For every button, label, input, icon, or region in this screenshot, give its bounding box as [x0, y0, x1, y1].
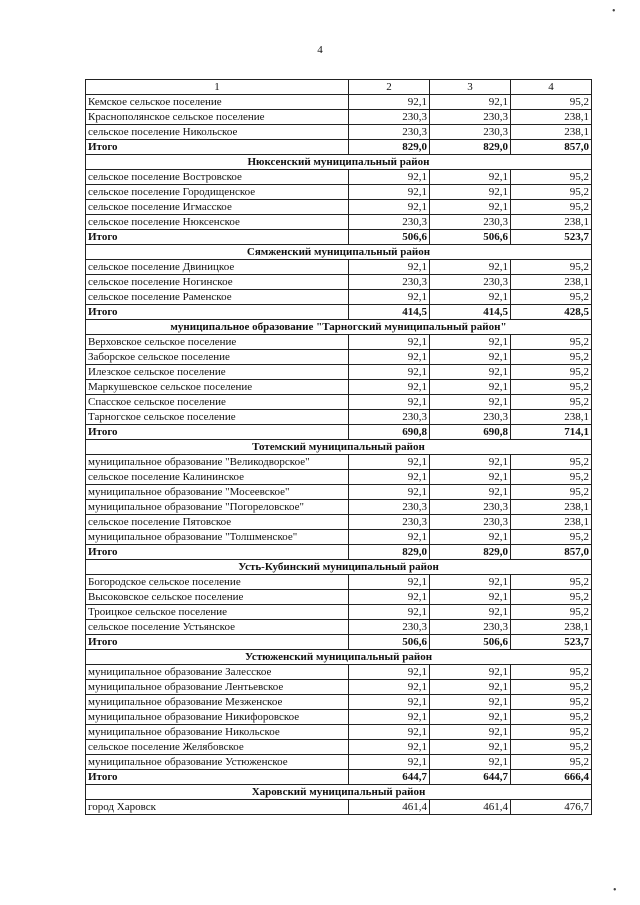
value-cell-col4: 523,7	[511, 635, 592, 650]
settlement-name: город Харовск	[86, 800, 349, 815]
value-cell-col4: 238,1	[511, 620, 592, 635]
table-row	[86, 260, 592, 275]
scan-mark-top: •	[612, 6, 616, 17]
settlement-name: муниципальное образование "Мосеевское"	[86, 485, 349, 500]
settlement-name: муниципальное образование Никольское	[86, 725, 349, 740]
value-cell-col4: 95,2	[511, 485, 592, 500]
value-cell-col4: 238,1	[511, 125, 592, 140]
settlement-name: Высоковское сельское поселение	[86, 590, 349, 605]
district-header-row	[86, 785, 592, 800]
value-cell-col4: 95,2	[511, 665, 592, 680]
value-cell-col3: 92,1	[430, 335, 511, 350]
page-number: 4	[317, 44, 323, 56]
value-cell-col4: 95,2	[511, 335, 592, 350]
value-cell-col3: 92,1	[430, 530, 511, 545]
value-cell-col2: 92,1	[349, 485, 430, 500]
value-cell-col3: 92,1	[430, 95, 511, 110]
value-cell-col2: 230,3	[349, 410, 430, 425]
table-row	[86, 710, 592, 725]
table-row	[86, 500, 592, 515]
value-cell-col4: 95,2	[511, 470, 592, 485]
settlement-name: Маркушевское сельское поселение	[86, 380, 349, 395]
table-row	[86, 365, 592, 380]
value-cell-col4: 95,2	[511, 680, 592, 695]
value-cell-col3: 92,1	[430, 365, 511, 380]
settlement-name: Богородское сельское поселение	[86, 575, 349, 590]
value-cell-col3: 92,1	[430, 740, 511, 755]
value-cell-col3: 829,0	[430, 140, 511, 155]
value-cell-col3: 414,5	[430, 305, 511, 320]
value-cell-col2: 92,1	[349, 740, 430, 755]
value-cell-col2: 92,1	[349, 710, 430, 725]
value-cell-col3: 644,7	[430, 770, 511, 785]
value-cell-col4: 238,1	[511, 500, 592, 515]
value-cell-col4: 714,1	[511, 425, 592, 440]
settlement-name: муниципальное образование Лентьевское	[86, 680, 349, 695]
table-row	[86, 95, 592, 110]
table-row	[86, 185, 592, 200]
value-cell-col4: 95,2	[511, 740, 592, 755]
settlement-name: Спасское сельское поселение	[86, 395, 349, 410]
district-header-row	[86, 560, 592, 575]
value-cell-col3: 230,3	[430, 620, 511, 635]
table-row	[86, 200, 592, 215]
table-row	[86, 335, 592, 350]
total-label: Итого	[86, 140, 349, 155]
value-cell-col2: 506,6	[349, 635, 430, 650]
district-name: Харовский муниципальный район	[86, 785, 592, 800]
value-cell-col3: 230,3	[430, 515, 511, 530]
settlement-name: Заборское сельское поселение	[86, 350, 349, 365]
value-cell-col3: 92,1	[430, 605, 511, 620]
total-row	[86, 425, 592, 440]
district-header-row	[86, 245, 592, 260]
settlement-name: сельское поселение Раменское	[86, 290, 349, 305]
value-cell-col3: 92,1	[430, 665, 511, 680]
value-cell-col4: 95,2	[511, 710, 592, 725]
table-header-row	[86, 80, 592, 95]
district-name: Сямженский муниципальный район	[86, 245, 592, 260]
settlement-name: муниципальное образование "Погореловское"	[86, 500, 349, 515]
table-body	[86, 80, 592, 815]
value-cell-col3: 92,1	[430, 260, 511, 275]
value-cell-col2: 92,1	[349, 470, 430, 485]
value-cell-col3: 230,3	[430, 275, 511, 290]
value-cell-col3: 92,1	[430, 695, 511, 710]
table-row	[86, 590, 592, 605]
total-row	[86, 140, 592, 155]
value-cell-col4: 95,2	[511, 590, 592, 605]
value-cell-col4: 238,1	[511, 410, 592, 425]
settlement-name: сельское поселение Востровское	[86, 170, 349, 185]
value-cell-col3: 92,1	[430, 590, 511, 605]
value-cell-col2: 92,1	[349, 395, 430, 410]
settlement-name: муниципальное образование "Толшменское"	[86, 530, 349, 545]
value-cell-col2: 92,1	[349, 350, 430, 365]
value-cell-col2: 829,0	[349, 545, 430, 560]
value-cell-col2: 829,0	[349, 140, 430, 155]
district-header-row	[86, 155, 592, 170]
value-cell-col2: 92,1	[349, 455, 430, 470]
scan-mark-bottom: •	[613, 885, 617, 896]
settlement-name: Верховское сельское поселение	[86, 335, 349, 350]
value-cell-col2: 92,1	[349, 95, 430, 110]
value-cell-col2: 92,1	[349, 530, 430, 545]
value-cell-col3: 230,3	[430, 125, 511, 140]
table-row	[86, 380, 592, 395]
table-row	[86, 215, 592, 230]
table-row	[86, 110, 592, 125]
value-cell-col4: 95,2	[511, 95, 592, 110]
total-row	[86, 230, 592, 245]
value-cell-col3: 92,1	[430, 725, 511, 740]
table-row	[86, 275, 592, 290]
settlement-name: муниципальное образование Мезженское	[86, 695, 349, 710]
settlement-name: сельское поселение Двиницкое	[86, 260, 349, 275]
district-header-row	[86, 650, 592, 665]
district-header-row	[86, 440, 592, 455]
allocation-table	[85, 79, 592, 815]
value-cell-col4: 476,7	[511, 800, 592, 815]
value-cell-col3: 92,1	[430, 395, 511, 410]
district-header-row	[86, 320, 592, 335]
value-cell-col3: 92,1	[430, 485, 511, 500]
district-name: Устюженский муниципальный район	[86, 650, 592, 665]
value-cell-col3: 92,1	[430, 755, 511, 770]
value-cell-col2: 414,5	[349, 305, 430, 320]
table-row	[86, 290, 592, 305]
total-label: Итого	[86, 305, 349, 320]
table-row	[86, 755, 592, 770]
value-cell-col3: 92,1	[430, 380, 511, 395]
value-cell-col2: 92,1	[349, 665, 430, 680]
value-cell-col4: 95,2	[511, 380, 592, 395]
value-cell-col2: 92,1	[349, 185, 430, 200]
value-cell-col2: 92,1	[349, 680, 430, 695]
value-cell-col2: 461,4	[349, 800, 430, 815]
value-cell-col2: 92,1	[349, 260, 430, 275]
district-name: Усть-Кубинский муниципальный район	[86, 560, 592, 575]
value-cell-col2: 92,1	[349, 755, 430, 770]
value-cell-col4: 95,2	[511, 260, 592, 275]
settlement-name: сельское поселение Желябовское	[86, 740, 349, 755]
value-cell-col2: 92,1	[349, 590, 430, 605]
value-cell-col3: 92,1	[430, 710, 511, 725]
table-row	[86, 575, 592, 590]
value-cell-col4: 95,2	[511, 755, 592, 770]
table-row	[86, 395, 592, 410]
value-cell-col3: 506,6	[430, 230, 511, 245]
settlement-name: Краснополянское сельское поселение	[86, 110, 349, 125]
settlement-name: Илезское сельское поселение	[86, 365, 349, 380]
table-row	[86, 680, 592, 695]
settlement-name: сельское поселение Пятовское	[86, 515, 349, 530]
value-cell-col3: 230,3	[430, 110, 511, 125]
value-cell-col4: 95,2	[511, 200, 592, 215]
value-cell-col4: 95,2	[511, 395, 592, 410]
value-cell-col3: 92,1	[430, 680, 511, 695]
total-row	[86, 635, 592, 650]
value-cell-col3: 829,0	[430, 545, 511, 560]
value-cell-col2: 230,3	[349, 500, 430, 515]
value-cell-col3: 92,1	[430, 470, 511, 485]
settlement-name: муниципальное образование Устюженское	[86, 755, 349, 770]
settlement-name: муниципальное образование "Великодворское"	[86, 455, 349, 470]
settlement-name: муниципальное образование Залесское	[86, 665, 349, 680]
value-cell-col2: 230,3	[349, 515, 430, 530]
table-row	[86, 725, 592, 740]
value-cell-col4: 95,2	[511, 350, 592, 365]
value-cell-col4: 95,2	[511, 695, 592, 710]
value-cell-col4: 95,2	[511, 575, 592, 590]
value-cell-col2: 644,7	[349, 770, 430, 785]
table-row	[86, 350, 592, 365]
value-cell-col3: 92,1	[430, 350, 511, 365]
table-row	[86, 410, 592, 425]
value-cell-col4: 95,2	[511, 185, 592, 200]
table-row	[86, 695, 592, 710]
value-cell-col3: 92,1	[430, 170, 511, 185]
value-cell-col2: 92,1	[349, 605, 430, 620]
table-row	[86, 665, 592, 680]
value-cell-col3: 92,1	[430, 455, 511, 470]
value-cell-col2: 230,3	[349, 620, 430, 635]
value-cell-col2: 92,1	[349, 695, 430, 710]
value-cell-col4: 238,1	[511, 515, 592, 530]
value-cell-col2: 92,1	[349, 290, 430, 305]
value-cell-col3: 230,3	[430, 410, 511, 425]
total-row	[86, 305, 592, 320]
value-cell-col4: 857,0	[511, 545, 592, 560]
total-label: Итого	[86, 770, 349, 785]
value-cell-col4: 238,1	[511, 275, 592, 290]
value-cell-col4: 95,2	[511, 530, 592, 545]
value-cell-col2: 92,1	[349, 170, 430, 185]
table-row	[86, 605, 592, 620]
value-cell-col2: 230,3	[349, 125, 430, 140]
table-row	[86, 125, 592, 140]
value-cell-col4: 523,7	[511, 230, 592, 245]
header-cell: 2	[349, 80, 430, 95]
total-label: Итого	[86, 230, 349, 245]
value-cell-col2: 92,1	[349, 200, 430, 215]
settlement-name: Троицкое сельское поселение	[86, 605, 349, 620]
value-cell-col3: 690,8	[430, 425, 511, 440]
table-row	[86, 515, 592, 530]
value-cell-col2: 506,6	[349, 230, 430, 245]
total-label: Итого	[86, 545, 349, 560]
settlement-name: сельское поселение Нюксенское	[86, 215, 349, 230]
value-cell-col2: 92,1	[349, 575, 430, 590]
header-cell: 3	[430, 80, 511, 95]
value-cell-col4: 95,2	[511, 290, 592, 305]
value-cell-col2: 230,3	[349, 275, 430, 290]
settlement-name: сельское поселение Ногинское	[86, 275, 349, 290]
value-cell-col4: 95,2	[511, 365, 592, 380]
value-cell-col3: 92,1	[430, 290, 511, 305]
value-cell-col2: 92,1	[349, 725, 430, 740]
settlement-name: Кемское сельское поселение	[86, 95, 349, 110]
value-cell-col2: 92,1	[349, 365, 430, 380]
table-row	[86, 455, 592, 470]
value-cell-col2: 230,3	[349, 110, 430, 125]
value-cell-col4: 95,2	[511, 605, 592, 620]
header-cell: 4	[511, 80, 592, 95]
table-row	[86, 740, 592, 755]
table-row	[86, 530, 592, 545]
table-row	[86, 800, 592, 815]
value-cell-col3: 92,1	[430, 185, 511, 200]
table-row	[86, 170, 592, 185]
value-cell-col3: 230,3	[430, 215, 511, 230]
settlement-name: Тарногское сельское поселение	[86, 410, 349, 425]
value-cell-col2: 92,1	[349, 335, 430, 350]
value-cell-col4: 95,2	[511, 170, 592, 185]
district-name: муниципальное образование "Тарногский муниципальный район"	[86, 320, 592, 335]
table-row	[86, 620, 592, 635]
settlement-name: сельское поселение Калининское	[86, 470, 349, 485]
value-cell-col2: 230,3	[349, 215, 430, 230]
value-cell-col4: 428,5	[511, 305, 592, 320]
value-cell-col2: 690,8	[349, 425, 430, 440]
total-row	[86, 545, 592, 560]
value-cell-col4: 857,0	[511, 140, 592, 155]
value-cell-col4: 95,2	[511, 725, 592, 740]
settlement-name: сельское поселение Игмасское	[86, 200, 349, 215]
value-cell-col3: 92,1	[430, 575, 511, 590]
value-cell-col4: 95,2	[511, 455, 592, 470]
value-cell-col3: 461,4	[430, 800, 511, 815]
value-cell-col4: 666,4	[511, 770, 592, 785]
district-name: Тотемский муниципальный район	[86, 440, 592, 455]
district-name: Нюксенский муниципальный район	[86, 155, 592, 170]
value-cell-col3: 92,1	[430, 200, 511, 215]
total-label: Итого	[86, 425, 349, 440]
settlement-name: муниципальное образование Никифоровское	[86, 710, 349, 725]
table-row	[86, 470, 592, 485]
value-cell-col4: 238,1	[511, 110, 592, 125]
table-row	[86, 485, 592, 500]
settlement-name: сельское поселение Устьянское	[86, 620, 349, 635]
header-cell: 1	[86, 80, 349, 95]
value-cell-col3: 230,3	[430, 500, 511, 515]
value-cell-col3: 506,6	[430, 635, 511, 650]
total-row	[86, 770, 592, 785]
value-cell-col4: 238,1	[511, 215, 592, 230]
settlement-name: сельское поселение Городищенское	[86, 185, 349, 200]
total-label: Итого	[86, 635, 349, 650]
value-cell-col2: 92,1	[349, 380, 430, 395]
settlement-name: сельское поселение Никольское	[86, 125, 349, 140]
